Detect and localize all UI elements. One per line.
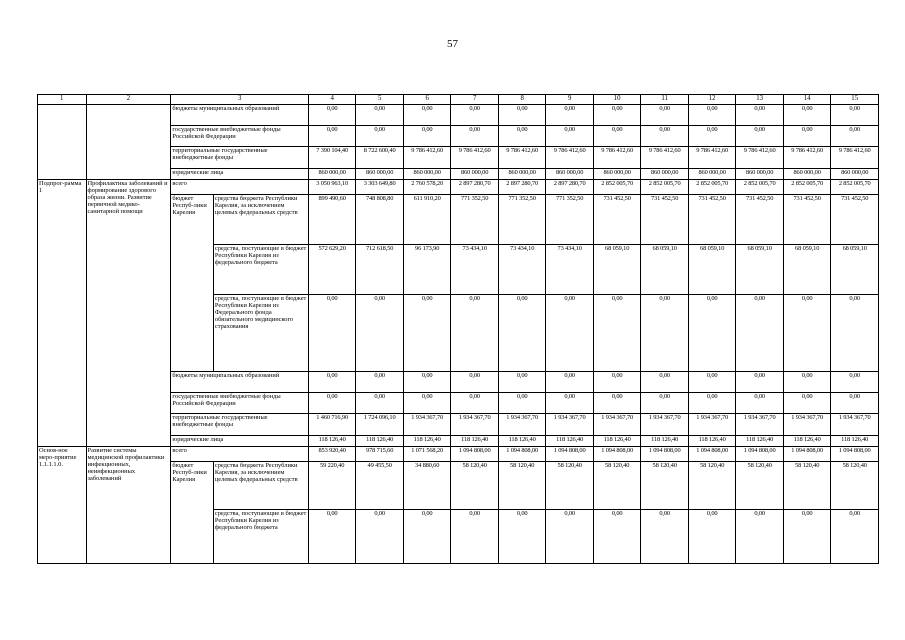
value-cell: 0,00 [783, 126, 831, 147]
value-cell: 9 786 412,60 [641, 147, 689, 169]
column-header: 4 [308, 95, 356, 105]
column-header: 6 [403, 95, 451, 105]
value-cell: 1 094 808,00 [783, 447, 831, 462]
column-header: 12 [688, 95, 736, 105]
column-header: 15 [831, 95, 879, 105]
value-cell: 731 452,50 [688, 195, 736, 245]
value-cell: 1 934 367,70 [688, 414, 736, 436]
value-cell: 0,00 [641, 372, 689, 393]
value-cell: 9 786 412,60 [736, 147, 784, 169]
value-cell: 118 126,40 [403, 436, 451, 447]
value-cell: 731 452,50 [641, 195, 689, 245]
value-cell: 58 120,40 [451, 462, 499, 510]
page-number: 57 [447, 38, 458, 50]
value-cell: 0,00 [356, 295, 404, 372]
value-cell: 731 452,50 [831, 195, 879, 245]
value-cell: 771 352,50 [451, 195, 499, 245]
value-cell: 9 786 412,60 [498, 147, 546, 169]
value-cell: 0,00 [498, 393, 546, 414]
value-cell: 0,00 [308, 295, 356, 372]
value-cell: 1 934 367,70 [641, 414, 689, 436]
source-label: государственные внебюджетные фонды Российской Федерации [171, 126, 308, 147]
value-cell: 0,00 [498, 105, 546, 126]
value-cell: 7 390 104,40 [308, 147, 356, 169]
value-cell: 0,00 [356, 393, 404, 414]
value-cell: 1 094 808,00 [831, 447, 879, 462]
value-cell: 0,00 [593, 126, 641, 147]
value-cell: 2 897 280,70 [498, 180, 546, 195]
value-cell: 0,00 [688, 510, 736, 564]
table-row [38, 180, 879, 195]
table-row [38, 105, 879, 126]
value-cell: 58 120,40 [688, 462, 736, 510]
budget-label: бюджет Респуб-лики Карелия [171, 462, 213, 564]
value-cell: 860 000,00 [498, 169, 546, 180]
value-cell: 0,00 [736, 372, 784, 393]
value-cell: 1 934 367,70 [593, 414, 641, 436]
value-cell: 68 059,10 [736, 245, 784, 295]
value-cell: 2 897 280,70 [451, 180, 499, 195]
value-cell: 0,00 [641, 105, 689, 126]
value-cell: 0,00 [356, 372, 404, 393]
value-cell: 0,00 [783, 105, 831, 126]
source-label: средства бюджета Республики Карелия, за исключением целевых федеральных средств [213, 195, 308, 245]
value-cell: 73 434,10 [451, 245, 499, 295]
value-cell: 58 120,40 [498, 462, 546, 510]
value-cell: 0,00 [688, 372, 736, 393]
value-cell: 0,00 [688, 126, 736, 147]
value-cell: 0,00 [451, 372, 499, 393]
value-cell: 0,00 [546, 510, 594, 564]
value-cell: 771 352,50 [546, 195, 594, 245]
source-label: бюджеты муниципальных образований [171, 105, 308, 126]
column-header: 11 [641, 95, 689, 105]
value-cell: 0,00 [403, 295, 451, 372]
budget-label: бюджет Респуб-лики Карелия [171, 195, 213, 372]
value-cell: 0,00 [593, 393, 641, 414]
value-cell: 0,00 [546, 372, 594, 393]
value-cell: 860 000,00 [641, 169, 689, 180]
total-label: всего [171, 180, 308, 195]
value-cell: 0,00 [641, 126, 689, 147]
value-cell: 860 000,00 [546, 169, 594, 180]
value-cell: 118 126,40 [546, 436, 594, 447]
value-cell: 1 934 367,70 [403, 414, 451, 436]
value-cell: 0,00 [498, 295, 546, 372]
value-cell: 0,00 [688, 295, 736, 372]
value-cell: 73 434,10 [546, 245, 594, 295]
value-cell: 9 786 412,60 [831, 147, 879, 169]
value-cell: 0,00 [546, 105, 594, 126]
value-cell: 0,00 [308, 393, 356, 414]
value-cell: 572 629,20 [308, 245, 356, 295]
value-cell: 0,00 [403, 393, 451, 414]
value-cell: 731 452,50 [593, 195, 641, 245]
value-cell: 712 618,50 [356, 245, 404, 295]
value-cell: 0,00 [593, 295, 641, 372]
value-cell: 9 786 412,60 [783, 147, 831, 169]
value-cell: 58 120,40 [736, 462, 784, 510]
value-cell: 2 852 005,70 [641, 180, 689, 195]
value-cell: 58 120,40 [783, 462, 831, 510]
value-cell: 0,00 [356, 105, 404, 126]
value-cell: 0,00 [451, 295, 499, 372]
value-cell: 2 852 005,70 [688, 180, 736, 195]
source-label: средства, поступающие в бюджет Республики Карелия из федерального бюджета [213, 245, 308, 295]
source-label: государственные внебюджетные фонды Российской Федерации [171, 393, 308, 414]
value-cell: 1 934 367,70 [546, 414, 594, 436]
value-cell: 1 724 096,10 [356, 414, 404, 436]
value-cell: 0,00 [831, 372, 879, 393]
value-cell: 860 000,00 [403, 169, 451, 180]
value-cell: 0,00 [403, 126, 451, 147]
source-label: юридические лица [171, 169, 308, 180]
value-cell: 0,00 [546, 393, 594, 414]
value-cell: 0,00 [451, 105, 499, 126]
value-cell: 0,00 [831, 105, 879, 126]
value-cell: 0,00 [831, 295, 879, 372]
value-cell: 0,00 [736, 105, 784, 126]
empty-cell [38, 105, 87, 180]
value-cell: 68 059,10 [641, 245, 689, 295]
value-cell: 2 897 280,70 [546, 180, 594, 195]
value-cell: 1 934 367,70 [498, 414, 546, 436]
column-header: 14 [783, 95, 831, 105]
value-cell: 2 852 005,70 [783, 180, 831, 195]
table-row [38, 95, 879, 105]
value-cell: 68 059,10 [783, 245, 831, 295]
value-cell: 0,00 [451, 510, 499, 564]
value-cell: 1 094 808,00 [451, 447, 499, 462]
value-cell: 0,00 [783, 510, 831, 564]
value-cell: 1 934 367,70 [831, 414, 879, 436]
value-cell: 0,00 [593, 105, 641, 126]
value-cell: 118 126,40 [451, 436, 499, 447]
value-cell: 0,00 [356, 510, 404, 564]
value-cell: 0,00 [308, 510, 356, 564]
value-cell: 0,00 [403, 372, 451, 393]
value-cell: 2 852 005,70 [831, 180, 879, 195]
value-cell: 771 352,50 [498, 195, 546, 245]
value-cell: 0,00 [308, 372, 356, 393]
value-cell: 59 220,40 [308, 462, 356, 510]
value-cell: 118 126,40 [593, 436, 641, 447]
value-cell: 0,00 [403, 510, 451, 564]
column-header: 8 [498, 95, 546, 105]
value-cell: 0,00 [831, 510, 879, 564]
source-label: средства бюджета Республики Карелия, за исключением целевых федеральных средств [213, 462, 308, 510]
value-cell: 860 000,00 [308, 169, 356, 180]
source-label: юридические лица [171, 436, 308, 447]
column-header: 9 [546, 95, 594, 105]
empty-cell [86, 105, 171, 180]
total-label: всего [171, 447, 308, 462]
source-label: средства, поступающие в бюджет Республики Карелия из федерального бюджета [213, 510, 308, 564]
value-cell: 8 722 600,40 [356, 147, 404, 169]
value-cell: 1 094 808,00 [736, 447, 784, 462]
value-cell: 118 126,40 [688, 436, 736, 447]
value-cell: 0,00 [498, 126, 546, 147]
value-cell: 0,00 [593, 510, 641, 564]
column-header: 3 [171, 95, 308, 105]
value-cell: 118 126,40 [641, 436, 689, 447]
value-cell: 1 094 808,00 [688, 447, 736, 462]
column-header: 2 [86, 95, 171, 105]
value-cell: 853 920,40 [308, 447, 356, 462]
source-label: средства, поступающие в бюджет Республики Карелия из Федерального фонда обязательного медицинского страхования [213, 295, 308, 372]
value-cell: 1 094 808,00 [498, 447, 546, 462]
value-cell: 9 786 412,60 [403, 147, 451, 169]
value-cell: 118 126,40 [308, 436, 356, 447]
value-cell: 2 852 005,70 [593, 180, 641, 195]
value-cell: 9 786 412,60 [451, 147, 499, 169]
source-label: территориальные государственные внебюджетные фонды [171, 414, 308, 436]
value-cell: 860 000,00 [783, 169, 831, 180]
value-cell: 73 434,10 [498, 245, 546, 295]
value-cell: 731 452,50 [736, 195, 784, 245]
value-cell: 1 094 808,00 [641, 447, 689, 462]
value-cell: 2 760 578,20 [403, 180, 451, 195]
value-cell: 0,00 [831, 126, 879, 147]
value-cell: 0,00 [641, 295, 689, 372]
value-cell: 0,00 [546, 126, 594, 147]
value-cell: 0,00 [736, 393, 784, 414]
value-cell: 9 786 412,60 [593, 147, 641, 169]
value-cell: 9 786 412,60 [546, 147, 594, 169]
value-cell: 58 120,40 [546, 462, 594, 510]
program-code: Подпрог-рамма 1 [38, 180, 87, 447]
column-header: 10 [593, 95, 641, 105]
column-header: 1 [38, 95, 87, 105]
value-cell: 34 880,60 [403, 462, 451, 510]
value-cell: 731 452,50 [783, 195, 831, 245]
value-cell: 68 059,10 [688, 245, 736, 295]
value-cell: 1 094 808,00 [546, 447, 594, 462]
value-cell: 0,00 [546, 295, 594, 372]
value-cell: 0,00 [308, 105, 356, 126]
budget-table [37, 94, 879, 564]
value-cell: 58 120,40 [593, 462, 641, 510]
value-cell: 748 808,80 [356, 195, 404, 245]
value-cell: 0,00 [641, 393, 689, 414]
value-cell: 1 071 568,20 [403, 447, 451, 462]
value-cell: 1 934 367,70 [783, 414, 831, 436]
column-header: 5 [356, 95, 404, 105]
value-cell: 58 120,40 [641, 462, 689, 510]
value-cell: 58 120,40 [831, 462, 879, 510]
value-cell: 860 000,00 [831, 169, 879, 180]
column-header: 13 [736, 95, 784, 105]
value-cell: 860 000,00 [356, 169, 404, 180]
value-cell: 118 126,40 [356, 436, 404, 447]
value-cell: 0,00 [451, 393, 499, 414]
value-cell: 0,00 [308, 126, 356, 147]
program-name: Развитие системы медицинской профилактики инфекционных, неинфекционных заболеваний [86, 447, 171, 564]
value-cell: 0,00 [736, 510, 784, 564]
program-name: Профилактика заболеваний и формирование здорового образа жизни. Развитие первичной медико-санитарной помощи [86, 180, 171, 447]
value-cell: 68 059,10 [831, 245, 879, 295]
value-cell: 68 059,10 [593, 245, 641, 295]
column-header: 7 [451, 95, 499, 105]
value-cell: 3 303 649,80 [356, 180, 404, 195]
value-cell: 0,00 [593, 372, 641, 393]
value-cell: 0,00 [783, 393, 831, 414]
value-cell: 860 000,00 [451, 169, 499, 180]
value-cell: 860 000,00 [688, 169, 736, 180]
value-cell: 1 460 716,90 [308, 414, 356, 436]
value-cell: 0,00 [498, 510, 546, 564]
value-cell: 0,00 [783, 372, 831, 393]
value-cell: 899 490,60 [308, 195, 356, 245]
source-label: территориальные государственные внебюджетные фонды [171, 147, 308, 169]
source-label: бюджеты муниципальных образований [171, 372, 308, 393]
value-cell: 0,00 [736, 295, 784, 372]
value-cell: 1 934 367,70 [451, 414, 499, 436]
value-cell: 0,00 [403, 105, 451, 126]
value-cell: 0,00 [831, 393, 879, 414]
value-cell: 611 910,20 [403, 195, 451, 245]
value-cell: 118 126,40 [736, 436, 784, 447]
value-cell: 0,00 [498, 372, 546, 393]
table-row [38, 447, 879, 462]
value-cell: 0,00 [356, 126, 404, 147]
value-cell: 118 126,40 [783, 436, 831, 447]
value-cell: 96 173,90 [403, 245, 451, 295]
value-cell: 9 786 412,60 [688, 147, 736, 169]
value-cell: 0,00 [641, 510, 689, 564]
value-cell: 118 126,40 [498, 436, 546, 447]
value-cell: 0,00 [688, 393, 736, 414]
value-cell: 2 852 005,70 [736, 180, 784, 195]
value-cell: 0,00 [451, 126, 499, 147]
value-cell: 860 000,00 [593, 169, 641, 180]
program-code: Основ-ное меро-приятие 1.1.1.1.0. [38, 447, 87, 564]
value-cell: 118 126,40 [831, 436, 879, 447]
value-cell: 1 934 367,70 [736, 414, 784, 436]
value-cell: 0,00 [736, 126, 784, 147]
value-cell: 3 050 963,10 [308, 180, 356, 195]
value-cell: 0,00 [688, 105, 736, 126]
value-cell: 49 455,50 [356, 462, 404, 510]
value-cell: 978 715,60 [356, 447, 404, 462]
value-cell: 0,00 [783, 295, 831, 372]
value-cell: 1 094 808,00 [593, 447, 641, 462]
value-cell: 860 000,00 [736, 169, 784, 180]
